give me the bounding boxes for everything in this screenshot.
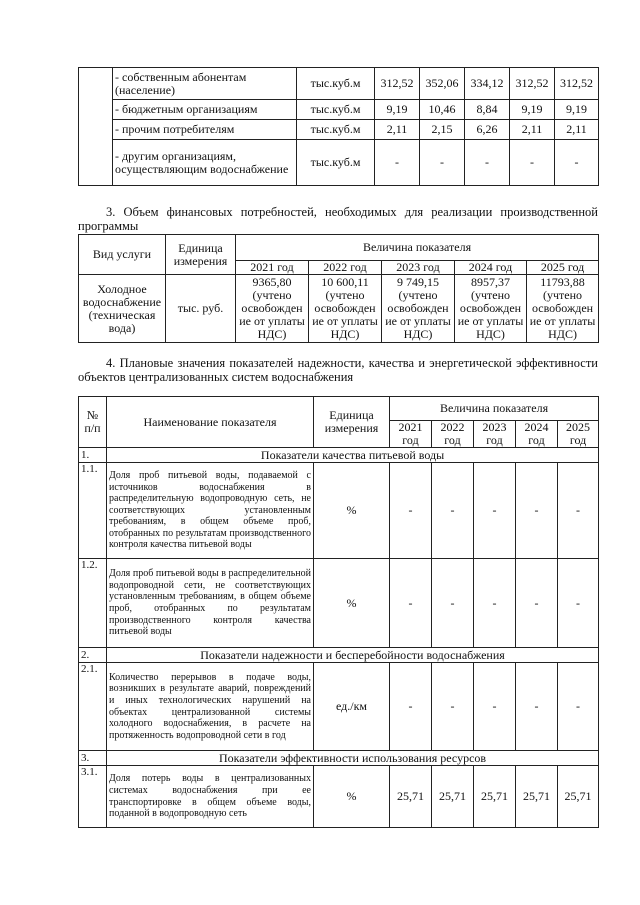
header-service: Вид услуги — [79, 235, 166, 275]
table-row — [79, 275, 599, 343]
service-name: Холодное водоснабжение (техническая вода) — [79, 275, 166, 343]
year-header: 2021 год — [236, 261, 309, 275]
value-cell: - — [474, 559, 516, 648]
row-number: 1.2. — [79, 559, 107, 648]
value-cell: - — [474, 663, 516, 751]
value-cell: 6,26 — [465, 120, 510, 140]
value-cell: 25,71 — [474, 766, 516, 828]
value-cell: 8,84 — [465, 100, 510, 120]
value-cell: - — [555, 140, 599, 186]
table-header-row — [79, 235, 599, 261]
indicator-unit: % — [314, 559, 390, 648]
value-cell: 10,46 — [420, 100, 465, 120]
row-label: - прочим потребителям — [113, 120, 297, 140]
amount-cell — [309, 275, 382, 343]
value-cell: - — [516, 463, 558, 559]
table-header-row — [79, 397, 599, 421]
value-cell: - — [432, 559, 474, 648]
row-number: 1.1. — [79, 463, 107, 559]
service-unit: тыс. руб. — [166, 275, 236, 343]
value-cell: 25,71 — [390, 766, 432, 828]
value-cell: - — [465, 140, 510, 186]
row-label: - другим организациям, осуществляющим водоснабжение — [113, 140, 297, 186]
year-header: 2023 год — [474, 421, 516, 448]
group-title: Показатели эффективности использования ресурсов — [107, 751, 599, 766]
group-row — [79, 648, 599, 663]
value-cell: - — [420, 140, 465, 186]
indicator-name: Количество перерывов в подаче воды, возникших в результате аварий, повреждений и иных технологических нарушений на объектах централизованной системы холодного водоснабжения, в расчете на протяженность водопроводной сети в год — [107, 663, 314, 751]
section-3-title: 3. Объем финансовых потребностей, необходимых для реализации производственной программы — [78, 205, 598, 233]
value-cell: 334,12 — [465, 68, 510, 100]
value-cell: 25,71 — [558, 766, 599, 828]
amount-note: (учтено освобожден ие от уплаты НДС) — [457, 288, 524, 341]
header-unit: Единица измерения — [314, 397, 390, 448]
group-title: Показатели качества питьевой воды — [107, 448, 599, 463]
amount-note: (учтено освобожден ие от уплаты НДС) — [312, 288, 378, 341]
amount-cell — [455, 275, 527, 343]
year-header: 2022 год — [432, 421, 474, 448]
amount-value: 8957,37 — [471, 275, 510, 289]
row-number: 3.1. — [79, 766, 107, 828]
amount-note: (учтено освобожден ие от уплаты НДС) — [529, 288, 596, 341]
group-number: 3. — [79, 751, 107, 766]
water-supply-volume-table — [78, 67, 599, 186]
year-header: 2024 год — [516, 421, 558, 448]
value-cell: - — [516, 663, 558, 751]
header-unit: Единица измерения — [166, 235, 236, 275]
table-row — [79, 463, 599, 559]
header-number: № п/п — [79, 397, 107, 448]
header-value: Величина показателя — [236, 235, 599, 261]
amount-note: (учтено освобожден ие от уплаты НДС) — [239, 288, 305, 341]
amount-cell — [382, 275, 455, 343]
value-cell: - — [474, 463, 516, 559]
header-name: Наименование показателя — [107, 397, 314, 448]
value-cell: - — [390, 663, 432, 751]
amount-note: (учтено освобожден ие от уплаты НДС) — [385, 288, 451, 341]
indicator-name: Доля потерь воды в централизованных системах водоснабжения при ее транспортировке в общем объеме воды, поданной в водопроводную сеть — [107, 766, 314, 828]
header-value: Величина показателя — [390, 397, 599, 421]
table-row — [79, 100, 599, 120]
value-cell: 9,19 — [375, 100, 420, 120]
amount-value: 11793,88 — [540, 275, 585, 289]
row-unit: тыс.куб.м — [297, 120, 375, 140]
amount-value: 9365,80 — [252, 275, 292, 289]
row-label: - бюджетным организациям — [113, 100, 297, 120]
amount-value: 10 600,11 — [321, 275, 369, 289]
year-header: 2021 год — [390, 421, 432, 448]
value-cell: 352,06 — [420, 68, 465, 100]
group-number: 2. — [79, 648, 107, 663]
value-cell: - — [558, 463, 599, 559]
empty-number-cell — [79, 68, 113, 186]
value-cell: - — [558, 663, 599, 751]
table-row — [79, 663, 599, 751]
row-label: - собственным абонентам (население) — [113, 68, 297, 100]
group-row — [79, 448, 599, 463]
value-cell: - — [558, 559, 599, 648]
value-cell: - — [375, 140, 420, 186]
year-header: 2025 год — [558, 421, 599, 448]
row-number: 2.1. — [79, 663, 107, 751]
row-unit: тыс.куб.м — [297, 100, 375, 120]
year-header: 2022 год — [309, 261, 382, 275]
group-row — [79, 751, 599, 766]
table-row — [79, 140, 599, 186]
value-cell: 25,71 — [432, 766, 474, 828]
indicator-name: Доля проб питьевой воды в распределительной водопроводной сети, не соответствующих установленным требованиям, в общем объеме проб, отобранных по результатам производственного контроля качества питьевой воды — [107, 559, 314, 648]
value-cell: - — [432, 463, 474, 559]
table-row — [79, 68, 599, 100]
value-cell: 312,52 — [375, 68, 420, 100]
value-cell: - — [510, 140, 555, 186]
indicator-unit: % — [314, 766, 390, 828]
indicator-unit: % — [314, 463, 390, 559]
value-cell: - — [432, 663, 474, 751]
value-cell: 2,11 — [375, 120, 420, 140]
amount-cell — [236, 275, 309, 343]
table-row — [79, 559, 599, 648]
value-cell: 312,52 — [555, 68, 599, 100]
year-header: 2024 год — [455, 261, 527, 275]
value-cell: 9,19 — [555, 100, 599, 120]
value-cell: 9,19 — [510, 100, 555, 120]
table-row — [79, 120, 599, 140]
value-cell: 25,71 — [516, 766, 558, 828]
value-cell: 2,15 — [420, 120, 465, 140]
indicator-name: Доля проб питьевой воды, подаваемой с источников водоснабжения в распределительную водопроводную сеть, не соответствующих установленным требованиям, в общем объеме проб, отобранных по результатам производственного контроля качества питьевой воды — [107, 463, 314, 559]
financial-needs-table — [78, 234, 599, 343]
value-cell: 2,11 — [510, 120, 555, 140]
value-cell: 2,11 — [555, 120, 599, 140]
row-unit: тыс.куб.м — [297, 68, 375, 100]
value-cell: 312,52 — [510, 68, 555, 100]
reliability-indicators-table — [78, 396, 599, 828]
indicator-unit: ед./км — [314, 663, 390, 751]
value-cell: - — [390, 463, 432, 559]
amount-cell — [527, 275, 599, 343]
table-row — [79, 766, 599, 828]
section-4-title: 4. Плановые значения показателей надежности, качества и энергетической эффективности объектов централизованных систем водоснабжения — [78, 356, 598, 384]
value-cell: - — [516, 559, 558, 648]
amount-value: 9 749,15 — [397, 275, 439, 289]
group-number: 1. — [79, 448, 107, 463]
year-header: 2025 год — [527, 261, 599, 275]
row-unit: тыс.куб.м — [297, 140, 375, 186]
group-title: Показатели надежности и бесперебойности водоснабжения — [107, 648, 599, 663]
value-cell: - — [390, 559, 432, 648]
year-header: 2023 год — [382, 261, 455, 275]
